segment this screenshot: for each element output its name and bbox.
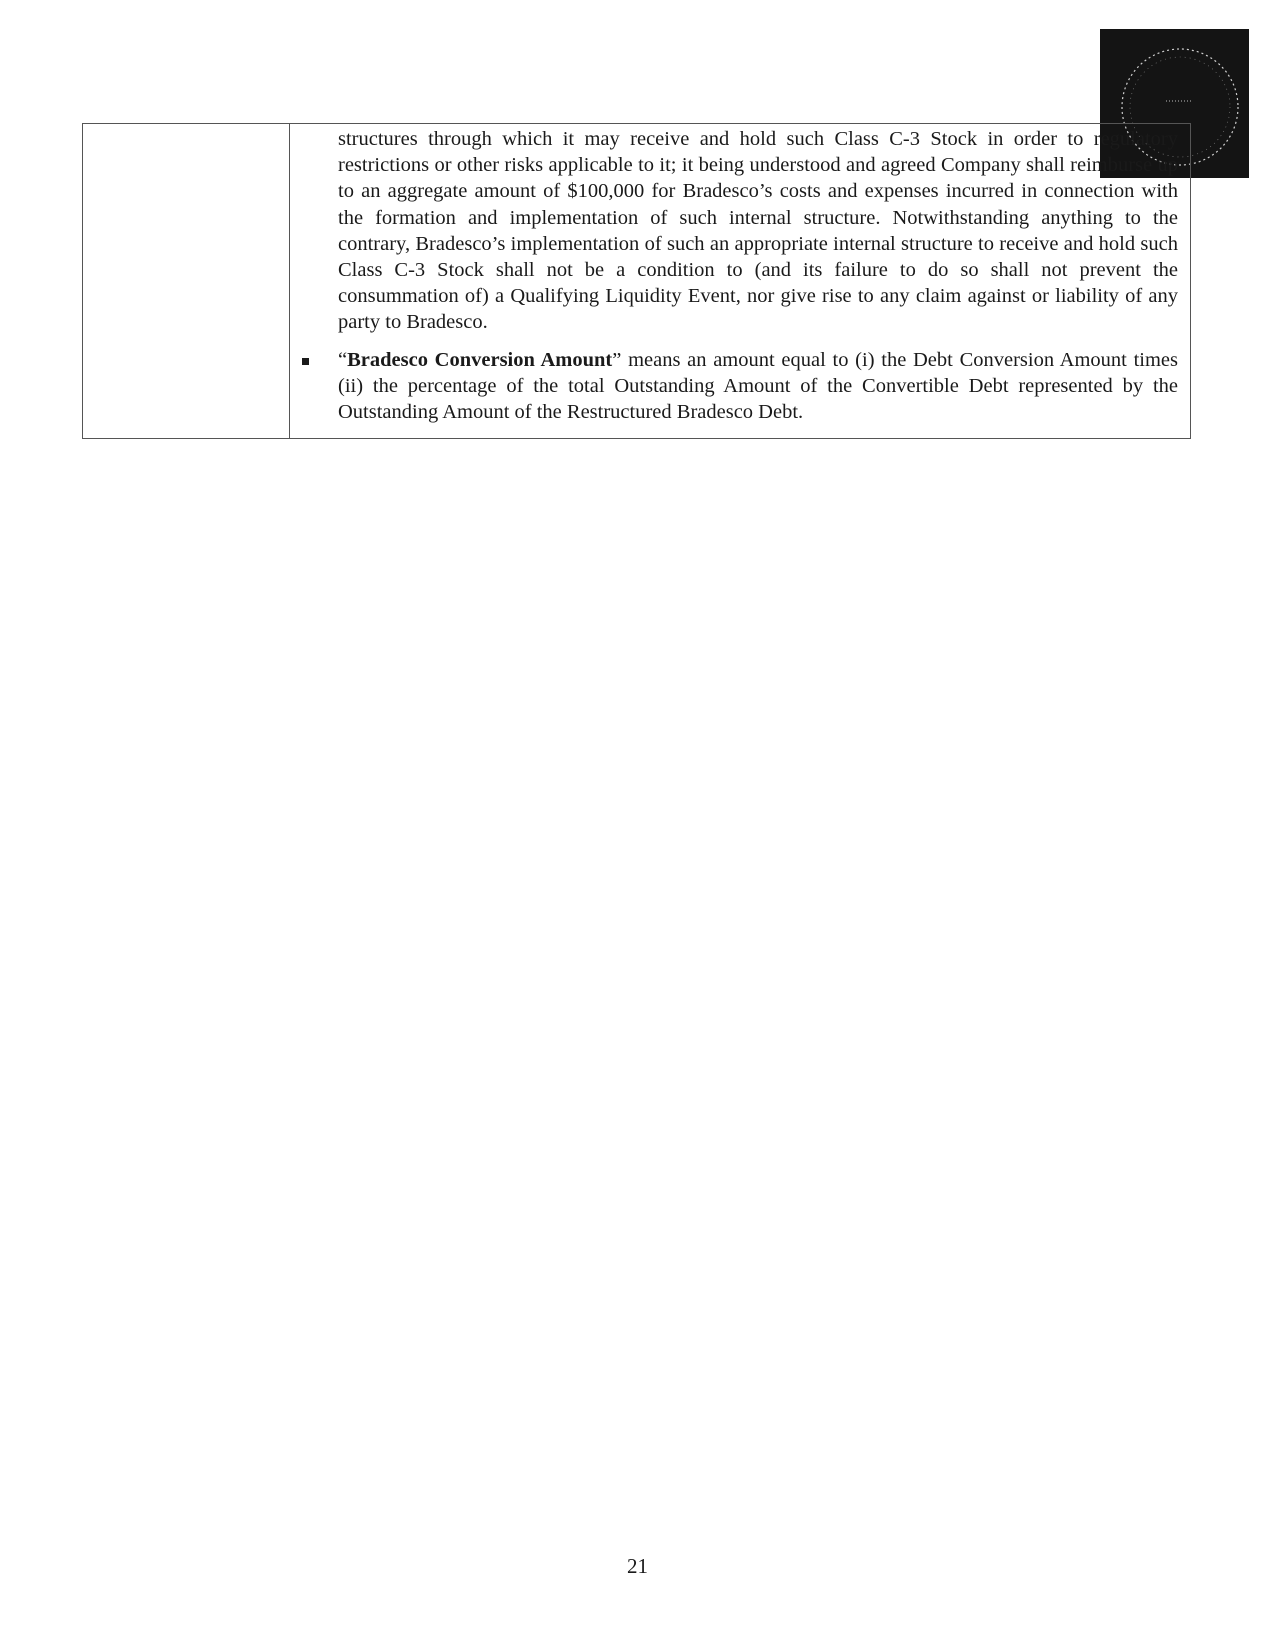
page-number: 21 <box>627 1554 648 1578</box>
open-quote: “ <box>338 349 348 371</box>
defined-term: Bradesco Conversion Amount <box>347 349 613 371</box>
term-sheet-table <box>82 123 1191 439</box>
term-label-cell <box>83 124 290 438</box>
square-bullet-icon <box>302 358 309 365</box>
term-description-cell <box>290 124 1190 438</box>
definition-text: ” means an amount equal to (i) the Debt Conversion Amount times (ii) the percentage of the total Outstanding Amount of the Convertible Debt represented by the Outstanding Amount of the Restructured Bradesco Debt. <box>338 349 1178 424</box>
continuation-paragraph: structures through which it may receive and hold such Class C-3 Stock in order to regulatory restrictions or other risks applicable to it; it being understood and agreed Company shall reimburse up to an aggregate amount of $100,000 for Bradesco’s costs and expenses incurred in connection with the formation and implementation of such internal structure. Notwithstanding anything to the contrary, Bradesco’s implementation of such an appropriate internal structure to receive and hold such Class C-3 Stock shall not be a condition to (and its failure to do so shall not prevent the consummation of) a Qualifying Liquidity Event, nor give rise to any claim against or liability of any party to Bradesco. <box>338 128 1178 334</box>
definition-paragraph <box>338 347 1178 426</box>
